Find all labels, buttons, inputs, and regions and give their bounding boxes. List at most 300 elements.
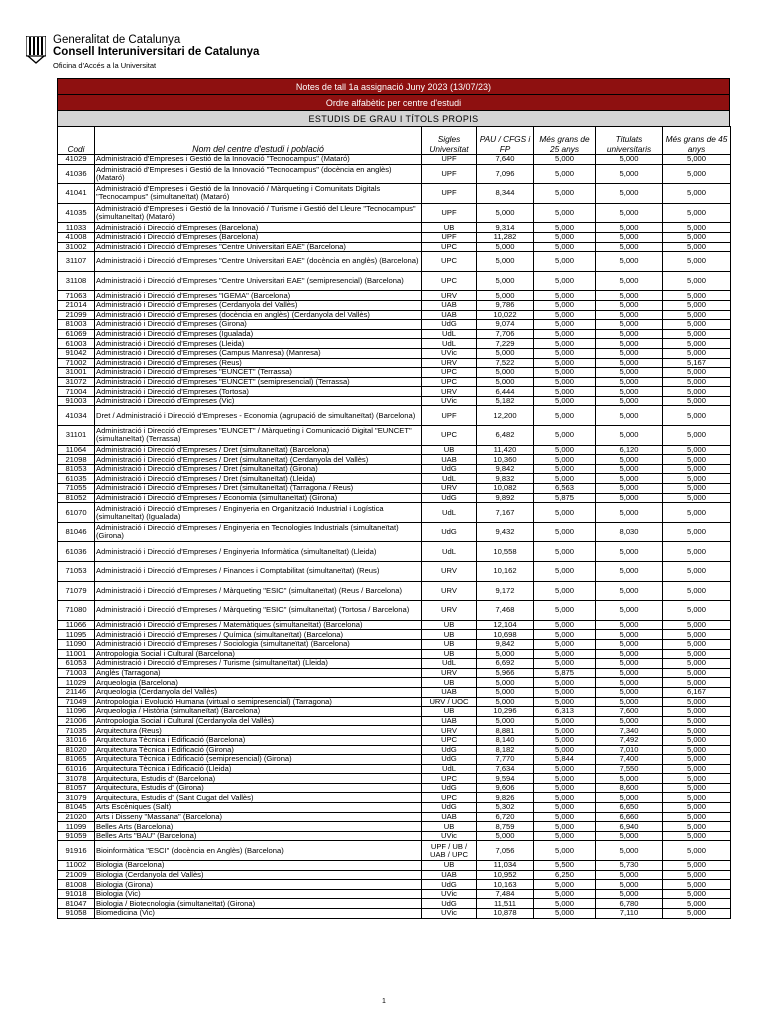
cell-codi: 41008 [58, 232, 95, 242]
cell-grans-25: 5,000 [534, 716, 596, 726]
cell-grans-45: 5,000 [663, 377, 731, 387]
cell-grans-25: 5,000 [534, 464, 596, 474]
cell-nom: Administració i Direcció d'Empreses / Sociologia (simultaneïtat) (Barcelona) [95, 639, 422, 649]
cell-nom: Administració d'Empreses i Gestió de la Innovació / Màrqueting i Comunitats Digitals "Tecnocampus" (simultaneïtat) (Mataró) [95, 184, 422, 204]
cell-grans-45: 5,000 [663, 581, 731, 601]
cell-grans-25: 5,000 [534, 793, 596, 803]
cell-titulats: 5,000 [596, 329, 663, 339]
table-row [58, 649, 731, 659]
col-header-titulats: Titulats universitaris [596, 127, 663, 155]
cell-titulats: 5,000 [596, 464, 663, 474]
cell-titulats: 5,000 [596, 368, 663, 378]
cell-titulats: 5,000 [596, 581, 663, 601]
cell-nom: Bioinformàtica "ESCI" (docència en Anglès) (Barcelona) [95, 841, 422, 861]
cell-nom: Biologia (Girona) [95, 880, 422, 890]
cell-grans-45: 5,000 [663, 464, 731, 474]
table-row [58, 841, 731, 861]
cell-nom: Administració i Direcció d'Empreses / Dret (simultaneïtat) (Girona) [95, 464, 422, 474]
cell-pau: 7,096 [477, 164, 534, 184]
table-row [58, 300, 731, 310]
cell-pau: 11,511 [477, 899, 534, 909]
cell-sigles: UAB [422, 870, 477, 880]
cell-nom: Arqueologia (Barcelona) [95, 678, 422, 688]
cell-grans-45: 5,000 [663, 232, 731, 242]
cell-grans-25: 5,000 [534, 841, 596, 861]
cell-grans-45: 5,000 [663, 310, 731, 320]
table-row [58, 639, 731, 649]
cell-grans-25: 5,000 [534, 726, 596, 736]
cell-nom: Arqueologia (Cerdanyola del Vallès) [95, 687, 422, 697]
cell-pau: 12,104 [477, 620, 534, 630]
cell-grans-25: 5,000 [534, 271, 596, 291]
org-name-oficina: Oficina d'Accés a la Universitat [53, 61, 157, 70]
cell-sigles: UPC [422, 242, 477, 252]
cell-nom: Arquitectura Tècnica i Edificació (Lleida) [95, 764, 422, 774]
cell-grans-25: 5,000 [534, 203, 596, 223]
cell-nom: Administració i Direcció d'Empreses / Màrqueting "ESIC" (simultaneïtat) (Tortosa / Barcelona) [95, 601, 422, 621]
cell-nom: Administració i Direcció d'Empreses (docència en anglès) (Cerdanyola del Vallès) [95, 310, 422, 320]
cell-sigles: UB [422, 822, 477, 832]
cell-grans-45: 5,000 [663, 320, 731, 330]
cell-pau: 8,759 [477, 822, 534, 832]
cell-grans-25: 5,000 [534, 542, 596, 562]
cell-sigles: UdL [422, 339, 477, 349]
cell-sigles: URV [422, 726, 477, 736]
cell-codi: 61035 [58, 474, 95, 484]
table-row [58, 562, 731, 582]
cell-titulats: 5,000 [596, 387, 663, 397]
cell-titulats: 5,000 [596, 232, 663, 242]
cell-nom: Arquitectura, Estudis d' (Girona) [95, 783, 422, 793]
table-row [58, 542, 731, 562]
cell-pau: 5,000 [477, 649, 534, 659]
cell-grans-45: 5,000 [663, 300, 731, 310]
cell-grans-25: 5,000 [534, 889, 596, 899]
cell-sigles: URV [422, 358, 477, 368]
col-header-sigles: Sigles Universitat [422, 127, 477, 155]
cell-sigles: UdG [422, 880, 477, 890]
cell-titulats: 5,000 [596, 716, 663, 726]
cell-grans-25: 5,000 [534, 831, 596, 841]
cell-titulats: 5,000 [596, 252, 663, 272]
cell-nom: Arquitectura (Reus) [95, 726, 422, 736]
cell-sigles: URV / UOC [422, 697, 477, 707]
cell-sigles: UdG [422, 522, 477, 542]
table-row [58, 735, 731, 745]
cell-grans-25: 6,313 [534, 707, 596, 717]
cell-grans-45: 5,167 [663, 358, 731, 368]
cell-nom: Administració i Direcció d'Empreses "Centre Universitari EAE" (docència en anglès) (Barcelona) [95, 252, 422, 272]
cell-nom: Arquitectura, Estudis d' (Sant Cugat del Vallès) [95, 793, 422, 803]
table-row [58, 474, 731, 484]
col-header-pau: PAU / CFGS i FP [477, 127, 534, 155]
cell-sigles: UVic [422, 831, 477, 841]
cell-pau: 5,000 [477, 291, 534, 301]
cell-pau: 5,000 [477, 348, 534, 358]
cell-sigles: UdG [422, 320, 477, 330]
table-row [58, 861, 731, 871]
cell-sigles: UB [422, 620, 477, 630]
cutoff-table-wrapper [57, 78, 730, 919]
cell-codi: 91018 [58, 889, 95, 899]
cell-sigles: URV [422, 668, 477, 678]
cell-grans-45: 5,000 [663, 271, 731, 291]
cell-titulats: 6,120 [596, 445, 663, 455]
cell-grans-25: 5,000 [534, 387, 596, 397]
cell-grans-45: 5,000 [663, 822, 731, 832]
cell-pau: 10,296 [477, 707, 534, 717]
cell-grans-45: 5,000 [663, 493, 731, 503]
table-title: Notes de tall 1a assignació Juny 2023 (13/07/23) [57, 78, 730, 94]
cell-titulats: 5,000 [596, 870, 663, 880]
cell-nom: Administració i Direcció d'Empreses / Enginyeria en Organització Industrial i Logística (simultaneïtat) (Igualada) [95, 503, 422, 523]
cell-nom: Administració i Direcció d'Empreses "EUNCET" (Terrassa) [95, 368, 422, 378]
cell-pau: 5,966 [477, 668, 534, 678]
cell-nom: Administració i Direcció d'Empreses / Màrqueting "ESIC" (simultaneïtat) (Reus / Barcelona) [95, 581, 422, 601]
cell-codi: 81057 [58, 783, 95, 793]
cell-pau: 8,140 [477, 735, 534, 745]
cell-sigles: UB [422, 861, 477, 871]
cell-nom: Administració i Direcció d'Empreses / Química (simultaneïtat) (Barcelona) [95, 630, 422, 640]
table-row [58, 522, 731, 542]
cell-pau: 10,952 [477, 870, 534, 880]
table-row [58, 503, 731, 523]
cell-grans-45: 5,000 [663, 697, 731, 707]
cell-sigles: UPC [422, 252, 477, 272]
cell-pau: 6,482 [477, 426, 534, 446]
cell-titulats: 5,000 [596, 649, 663, 659]
cell-grans-25: 5,000 [534, 368, 596, 378]
cell-grans-25: 5,000 [534, 909, 596, 919]
cell-codi: 81020 [58, 745, 95, 755]
cell-nom: Administració d'Empreses i Gestió de la Innovació "Tecnocampus" (Mataró) [95, 155, 422, 165]
cell-grans-45: 5,000 [663, 164, 731, 184]
table-row [58, 377, 731, 387]
cell-grans-45: 5,000 [663, 812, 731, 822]
cell-titulats: 5,000 [596, 793, 663, 803]
cell-pau: 5,182 [477, 396, 534, 406]
cell-grans-25: 5,000 [534, 445, 596, 455]
cell-titulats: 5,000 [596, 659, 663, 669]
cell-titulats: 5,000 [596, 426, 663, 446]
cell-codi: 71035 [58, 726, 95, 736]
cell-titulats: 5,000 [596, 493, 663, 503]
table-row [58, 812, 731, 822]
cell-grans-45: 5,000 [663, 735, 731, 745]
cell-codi: 81065 [58, 755, 95, 765]
cell-grans-25: 5,875 [534, 668, 596, 678]
cell-grans-25: 5,000 [534, 649, 596, 659]
table-row [58, 464, 731, 474]
table-row [58, 581, 731, 601]
table-row [58, 242, 731, 252]
cell-codi: 81045 [58, 803, 95, 813]
cell-nom: Administració i Direcció d'Empreses "EUNCET" / Màrqueting i Comunicació Digital "EUNCET" (simultaneïtat) (Terrassa) [95, 426, 422, 446]
cell-pau: 10,022 [477, 310, 534, 320]
cell-grans-45: 5,000 [663, 909, 731, 919]
cell-sigles: UdG [422, 803, 477, 813]
cell-sigles: URV [422, 387, 477, 397]
cell-nom: Administració i Direcció d'Empreses / Enginyeria en Tecnologies Industrials (simultaneïtat) (Girona) [95, 522, 422, 542]
table-row [58, 668, 731, 678]
cell-grans-25: 5,875 [534, 493, 596, 503]
cell-grans-25: 5,000 [534, 678, 596, 688]
cell-grans-45: 5,000 [663, 861, 731, 871]
cell-sigles: UAB [422, 455, 477, 465]
table-row [58, 659, 731, 669]
table-row [58, 755, 731, 765]
cell-sigles: UPF [422, 232, 477, 242]
cell-grans-25: 5,000 [534, 474, 596, 484]
cell-codi: 91042 [58, 348, 95, 358]
table-row [58, 831, 731, 841]
cell-grans-25: 5,000 [534, 291, 596, 301]
cell-nom: Administració i Direcció d'Empreses (Barcelona) [95, 232, 422, 242]
cell-codi: 11002 [58, 861, 95, 871]
cell-pau: 5,000 [477, 678, 534, 688]
cell-grans-45: 5,000 [663, 803, 731, 813]
cell-titulats: 6,660 [596, 812, 663, 822]
table-row [58, 232, 731, 242]
cell-codi: 11001 [58, 649, 95, 659]
cell-sigles: UdG [422, 899, 477, 909]
cell-grans-45: 5,000 [663, 242, 731, 252]
cell-sigles: UB [422, 639, 477, 649]
cell-codi: 71080 [58, 601, 95, 621]
cell-nom: Biologia / Biotecnologia (simultaneïtat) (Girona) [95, 899, 422, 909]
cell-codi: 11033 [58, 223, 95, 233]
table-row [58, 822, 731, 832]
cell-pau: 10,162 [477, 562, 534, 582]
table-row [58, 899, 731, 909]
cell-grans-45: 5,000 [663, 620, 731, 630]
cell-pau: 9,172 [477, 581, 534, 601]
cell-grans-25: 5,000 [534, 406, 596, 426]
cell-sigles: UPF / UB / UAB / UPC [422, 841, 477, 861]
table-row [58, 184, 731, 204]
cell-grans-25: 5,000 [534, 310, 596, 320]
cell-titulats: 5,000 [596, 774, 663, 784]
cell-nom: Administració i Direcció d'Empreses (Igualada) [95, 329, 422, 339]
cell-grans-25: 5,000 [534, 764, 596, 774]
table-row [58, 716, 731, 726]
cell-nom: Dret / Administració i Direcció d'Empreses - Economia (agrupació de simultaneïtat) (Barcelona) [95, 406, 422, 426]
cell-sigles: UVic [422, 348, 477, 358]
table-row [58, 271, 731, 291]
cell-codi: 41041 [58, 184, 95, 204]
cell-codi: 71063 [58, 291, 95, 301]
cell-titulats: 5,000 [596, 184, 663, 204]
cell-codi: 61053 [58, 659, 95, 669]
cell-grans-45: 5,000 [663, 774, 731, 784]
cell-sigles: UdG [422, 755, 477, 765]
cell-sigles: UPC [422, 793, 477, 803]
cell-grans-25: 5,000 [534, 320, 596, 330]
cell-nom: Biomedicina (Vic) [95, 909, 422, 919]
cell-grans-45: 5,000 [663, 484, 731, 494]
cell-pau: 7,522 [477, 358, 534, 368]
table-header-row [58, 127, 731, 155]
cell-nom: Administració i Direcció d'Empreses "Centre Universitari EAE" (Barcelona) [95, 242, 422, 252]
cell-grans-25: 5,000 [534, 822, 596, 832]
cell-titulats: 5,000 [596, 668, 663, 678]
cell-sigles: UPF [422, 203, 477, 223]
cell-grans-45: 5,000 [663, 841, 731, 861]
cell-grans-45: 5,000 [663, 639, 731, 649]
cell-titulats: 5,000 [596, 620, 663, 630]
cell-pau: 8,881 [477, 726, 534, 736]
cell-sigles: UdG [422, 745, 477, 755]
cell-codi: 61036 [58, 542, 95, 562]
cell-titulats: 5,000 [596, 889, 663, 899]
cell-codi: 91058 [58, 909, 95, 919]
cell-titulats: 5,000 [596, 300, 663, 310]
cell-grans-45: 5,000 [663, 678, 731, 688]
table-row [58, 368, 731, 378]
cell-titulats: 5,000 [596, 223, 663, 233]
cell-grans-25: 6,250 [534, 870, 596, 880]
cell-nom: Administració i Direcció d'Empreses / Enginyeria Informàtica (simultaneïtat) (Lleida) [95, 542, 422, 562]
cell-grans-25: 5,000 [534, 803, 596, 813]
cell-titulats: 5,000 [596, 164, 663, 184]
cell-grans-25: 5,000 [534, 601, 596, 621]
cell-sigles: UdG [422, 493, 477, 503]
cell-titulats: 5,000 [596, 562, 663, 582]
cell-titulats: 8,030 [596, 522, 663, 542]
cell-sigles: UAB [422, 716, 477, 726]
cell-codi: 31079 [58, 793, 95, 803]
cell-nom: Administració i Direcció d'Empreses (Lleida) [95, 339, 422, 349]
cell-grans-25: 5,000 [534, 339, 596, 349]
cell-codi: 71055 [58, 484, 95, 494]
cell-sigles: UVic [422, 396, 477, 406]
cell-sigles: UAB [422, 687, 477, 697]
cell-nom: Arquitectura Tècnica i Edificació (semipresencial) (Girona) [95, 755, 422, 765]
cell-sigles: URV [422, 484, 477, 494]
cell-nom: Antropologia Social i Cultural (Cerdanyola del Vallès) [95, 716, 422, 726]
cell-codi: 31001 [58, 368, 95, 378]
cell-sigles: UB [422, 707, 477, 717]
cell-titulats: 5,000 [596, 271, 663, 291]
cell-sigles: UPF [422, 406, 477, 426]
org-name-generalitat: Generalitat de Catalunya [53, 34, 181, 46]
cell-titulats: 7,492 [596, 735, 663, 745]
cell-titulats: 7,600 [596, 707, 663, 717]
cell-codi: 21020 [58, 812, 95, 822]
cell-nom: Antropologia Social i Cultural (Barcelona) [95, 649, 422, 659]
cell-pau: 6,692 [477, 659, 534, 669]
cell-codi: 81046 [58, 522, 95, 542]
cell-sigles: UPF [422, 155, 477, 165]
cell-grans-25: 5,000 [534, 155, 596, 165]
table-row [58, 155, 731, 165]
cell-nom: Administració i Direcció d'Empreses / Finances i Comptabilitat (simultaneïtat) (Reus) [95, 562, 422, 582]
cell-nom: Biologia (Vic) [95, 889, 422, 899]
cell-titulats: 5,000 [596, 880, 663, 890]
cell-pau: 7,468 [477, 601, 534, 621]
cell-codi: 21006 [58, 716, 95, 726]
cell-grans-25: 5,500 [534, 861, 596, 871]
section-heading: ESTUDIS DE GRAU I TÍTOLS PROPIS [57, 110, 730, 126]
cell-pau: 7,640 [477, 155, 534, 165]
cell-grans-25: 5,000 [534, 880, 596, 890]
cell-grans-45: 5,000 [663, 755, 731, 765]
col-header-codi: Codi [58, 127, 95, 155]
cell-titulats: 7,010 [596, 745, 663, 755]
cell-titulats: 5,000 [596, 503, 663, 523]
cell-grans-45: 5,000 [663, 880, 731, 890]
table-row [58, 774, 731, 784]
table-row [58, 164, 731, 184]
cell-codi: 21009 [58, 870, 95, 880]
table-row [58, 889, 731, 899]
cell-pau: 9,594 [477, 774, 534, 784]
cell-pau: 5,000 [477, 203, 534, 223]
cell-grans-25: 5,000 [534, 620, 596, 630]
cell-pau: 11,282 [477, 232, 534, 242]
table-row [58, 252, 731, 272]
cell-grans-45: 5,000 [663, 396, 731, 406]
cell-codi: 61016 [58, 764, 95, 774]
cell-grans-25: 5,000 [534, 812, 596, 822]
cell-grans-45: 5,000 [663, 899, 731, 909]
cell-codi: 31108 [58, 271, 95, 291]
cell-sigles: UdG [422, 464, 477, 474]
cell-nom: Arquitectura Tècnica i Edificació (Barcelona) [95, 735, 422, 745]
table-row [58, 880, 731, 890]
cell-grans-45: 5,000 [663, 889, 731, 899]
cell-grans-25: 5,000 [534, 396, 596, 406]
cell-pau: 10,878 [477, 909, 534, 919]
cell-grans-45: 5,000 [663, 368, 731, 378]
table-row [58, 803, 731, 813]
cell-sigles: UAB [422, 310, 477, 320]
cell-pau: 5,000 [477, 697, 534, 707]
cell-grans-45: 5,000 [663, 348, 731, 358]
table-row [58, 484, 731, 494]
cell-nom: Administració i Direcció d'Empreses / Turisme (simultaneïtat) (Lleida) [95, 659, 422, 669]
cell-grans-25: 5,000 [534, 735, 596, 745]
cell-titulats: 5,000 [596, 242, 663, 252]
cell-titulats: 5,000 [596, 291, 663, 301]
cell-codi: 71079 [58, 581, 95, 601]
col-header-grans-25: Més grans de 25 anys [534, 127, 596, 155]
cell-grans-45: 5,000 [663, 291, 731, 301]
cell-sigles: URV [422, 581, 477, 601]
cell-pau: 5,000 [477, 831, 534, 841]
cell-titulats: 5,000 [596, 542, 663, 562]
cell-grans-45: 5,000 [663, 223, 731, 233]
cell-titulats: 5,000 [596, 831, 663, 841]
cell-codi: 91059 [58, 831, 95, 841]
cell-titulats: 5,000 [596, 406, 663, 426]
table-subtitle: Ordre alfabètic per centre d'estudi [57, 94, 730, 110]
cell-codi: 61069 [58, 329, 95, 339]
cell-sigles: UPC [422, 377, 477, 387]
cell-titulats: 5,000 [596, 339, 663, 349]
cell-pau: 7,634 [477, 764, 534, 774]
cell-pau: 5,000 [477, 252, 534, 272]
cell-sigles: URV [422, 562, 477, 582]
cell-nom: Arquitectura, Estudis d' (Barcelona) [95, 774, 422, 784]
cell-codi: 31107 [58, 252, 95, 272]
cell-codi: 41029 [58, 155, 95, 165]
cell-titulats: 5,000 [596, 484, 663, 494]
cell-codi: 31101 [58, 426, 95, 446]
cell-nom: Arquitectura Tècnica i Edificació (Girona) [95, 745, 422, 755]
cell-pau: 10,698 [477, 630, 534, 640]
cell-grans-45: 6,167 [663, 687, 731, 697]
